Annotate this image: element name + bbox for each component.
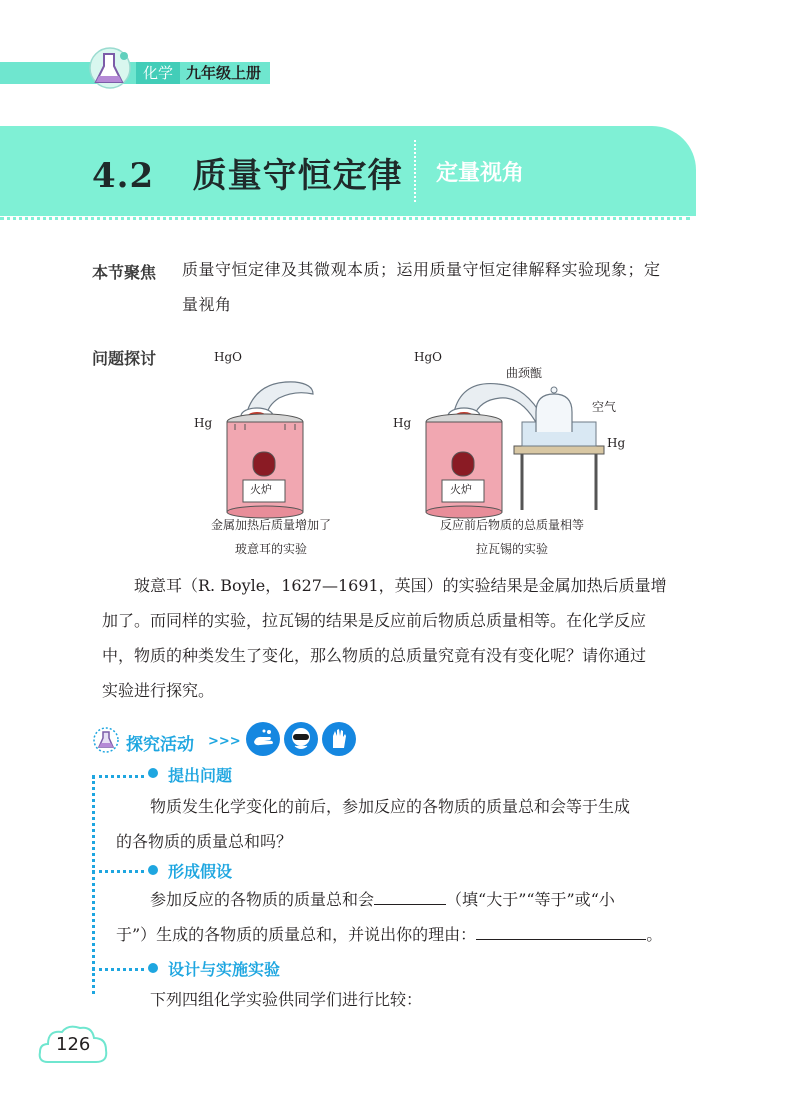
step2-bullet [148,865,158,875]
lavoisier-furnace-label: 火炉 [450,483,472,496]
step1-line-1: 物质发生化学变化的前后，参加反应的各物质的质量总和会等于生成 [150,797,631,816]
section-name: 质量守恒定律 [192,156,403,196]
header-book-title: 九年级上册 [186,64,262,82]
lavoisier-hg-right-label: Hg [607,436,626,450]
lavoisier-caption-2: 拉瓦锡的实验 [475,542,548,556]
reason-blank[interactable] [476,921,646,940]
section-subtitle: 定量视角 [436,160,525,186]
inquiry-line-1: 玻意耳（R. Boyle，1627—1691，英国）的实验结果是金属加热后质量增 [134,576,667,595]
boyle-furnace-label: 火炉 [250,483,272,496]
focus-label: 本节聚焦 [92,263,157,282]
title-separator [414,140,416,202]
lavoisier-apparatus-illustration [418,360,618,520]
gloves-icon [322,722,356,756]
flask-logo-icon [88,46,134,90]
step1-line-2: 的各物质的质量总和吗？ [116,832,293,851]
activity-arrows: >>> [208,734,241,749]
activity-flask-icon [92,726,120,754]
step3-line-1: 下列四组化学实验供同学们进行比较： [150,990,423,1009]
inquiry-paragraph [102,568,702,708]
hand-wash-icon [246,722,280,756]
lavoisier-retort-label: 曲颈甑 [506,366,543,380]
step2-guide [92,870,144,873]
inquiry-line-4: 实验进行探究。 [102,681,215,700]
activity-guide-vertical [92,776,95,994]
step1-guide [92,775,144,778]
lavoisier-hgo-label: HgO [414,350,442,364]
boyle-caption-1: 金属加热后质量增加了 [210,518,331,532]
step2-line-1 [116,882,706,917]
header-subject: 化学 [136,62,180,84]
step2-line-2-end: 。 [646,925,663,944]
step1-title: 提出问题 [168,766,233,785]
title-dotted-rule [0,217,690,220]
step2-text [116,882,706,952]
goggles-icon [284,722,318,756]
inquiry-label: 问题探讨 [92,349,157,368]
step3-title: 设计与实施实验 [168,960,281,979]
focus-line-1: 质量守恒定律及其微观本质；运用质量守恒定律解释实验现象；定 [182,260,661,279]
step2-line-2-start: 于”）生成的各物质的质量总和，并说出你的理由： [116,925,477,944]
step1-text [116,789,706,859]
lavoisier-hg-left-label: Hg [393,416,412,430]
focus-line-2: 量视角 [182,295,232,314]
activity-title: 探究活动 [126,735,194,755]
step2-line-1-start: 参加反应的各物质的质量总和会 [150,890,375,909]
step2-line-2 [116,917,706,952]
step2-title: 形成假设 [168,862,233,881]
lavoisier-air-label: 空气 [592,400,617,414]
step3-guide [92,968,144,971]
section-title [92,148,403,197]
section-number: 4.2 [92,156,155,196]
hypothesis-blank[interactable] [374,886,446,905]
boyle-hg-label: Hg [194,416,213,430]
inquiry-line-3: 中，物质的种类发生了变化，那么物质的总质量究竟有没有变化呢？请你通过 [102,646,647,665]
lavoisier-caption-1: 反应前后物质的总质量相等 [439,518,584,532]
focus-text [182,252,702,322]
inquiry-line-2: 加了。而同样的实验，拉瓦锡的结果是反应前后物质总质量相等。在化学反应 [102,611,647,630]
step1-bullet [148,768,158,778]
step2-line-1-end: （填“大于”“等于”或“小 [446,890,615,909]
boyle-hgo-label: HgO [214,350,242,364]
step3-bullet [148,963,158,973]
page-number: 126 [56,1034,91,1055]
boyle-caption-2: 玻意耳的实验 [234,542,307,556]
